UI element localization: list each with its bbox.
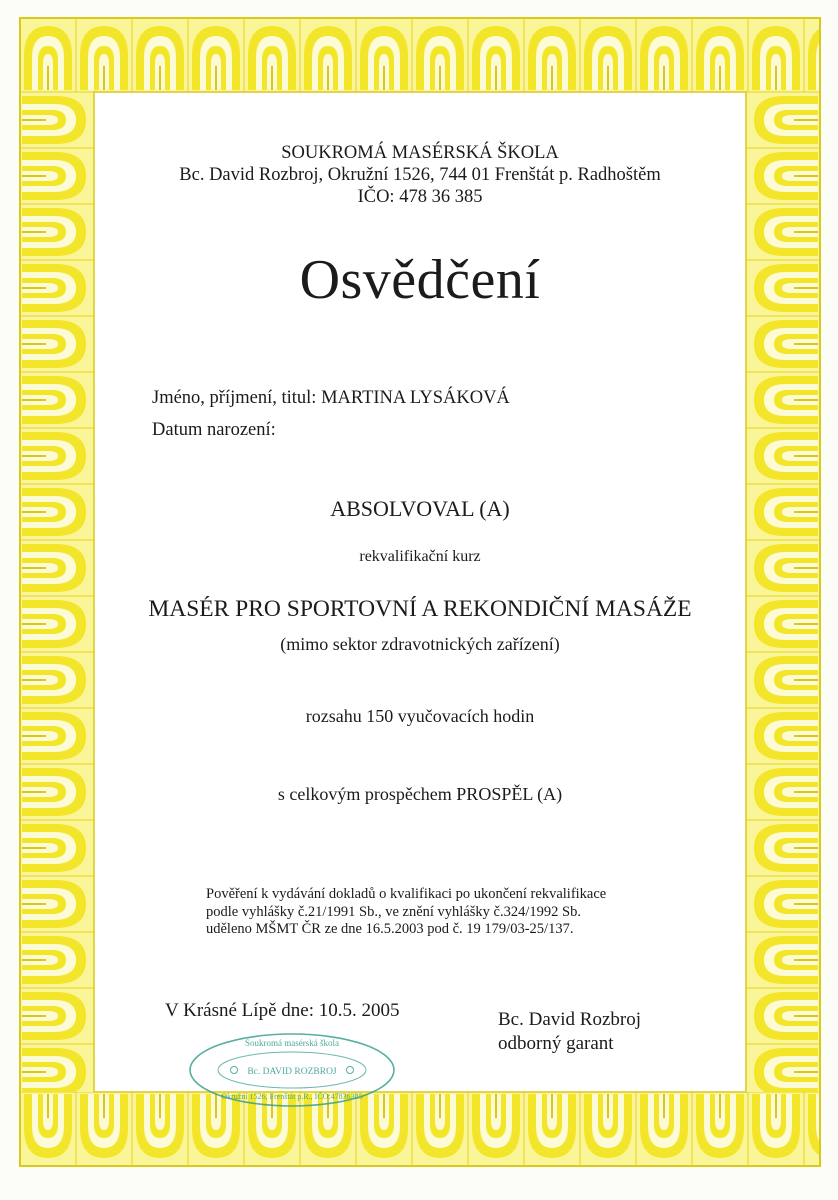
school-address: Bc. David Rozbroj, Okružní 1526, 744 01 Frenštát p. Radhoštěm [179, 165, 661, 185]
authorization-line: Pověření k vydávání dokladů o kvalifikaci po ukončení rekvalifikace [206, 886, 607, 902]
stamp-dot-icon [347, 1067, 354, 1074]
authorization-line: uděleno MŠMT ČR ze dne 16.5.2003 pod č. 19 179/03-25/137. [206, 921, 574, 937]
signature-block [498, 1008, 641, 1056]
certificate-title: Osvědčení [299, 249, 541, 311]
school-name: SOUKROMÁ MASÉRSKÁ ŠKOLA [281, 143, 559, 163]
signatory-role: odborný garant [498, 1033, 614, 1054]
course-note: (mimo sektor zdravotnických zařízení) [280, 634, 560, 654]
course-type: rekvalifikační kurz [359, 548, 481, 565]
course-result: s celkovým prospěchem PROSPĚL (A) [277, 784, 563, 804]
stamp-dot-icon [231, 1067, 238, 1074]
completion-status: ABSOLVOVAL (A) [330, 496, 510, 521]
course-name: MASÉR PRO SPORTOVNÍ A REKONDIČNÍ MASÁŽE [148, 596, 692, 622]
name-value: MARTINA LYSÁKOVÁ [321, 388, 510, 408]
name-field [152, 388, 510, 409]
birth-label: Datum narození: [152, 420, 276, 440]
school-ico: IČO: 478 36 385 [357, 187, 483, 207]
name-label: Jméno, příjmení, titul: [152, 388, 317, 408]
stamp-middle-text: Bc. DAVID ROZBROJ [247, 1067, 337, 1077]
stamp-top-text: Soukromá masérská škola [245, 1038, 339, 1048]
place-date: V Krásné Lípě dne: 10.5. 2005 [165, 1000, 400, 1021]
school-stamp [186, 1030, 398, 1110]
course-hours: rozsahu 150 vyučovacích hodin [305, 706, 535, 726]
authorization-line: podle vyhlášky č.21/1991 Sb., ve znění vyhlášky č.324/1992 Sb. [206, 903, 581, 920]
stamp-bottom-text: Okružní 1526, Frenštát p.R., IČO:47836385 [221, 1092, 363, 1101]
signatory-name: Bc. David Rozbroj [498, 1009, 642, 1030]
authorization-note [206, 886, 706, 939]
